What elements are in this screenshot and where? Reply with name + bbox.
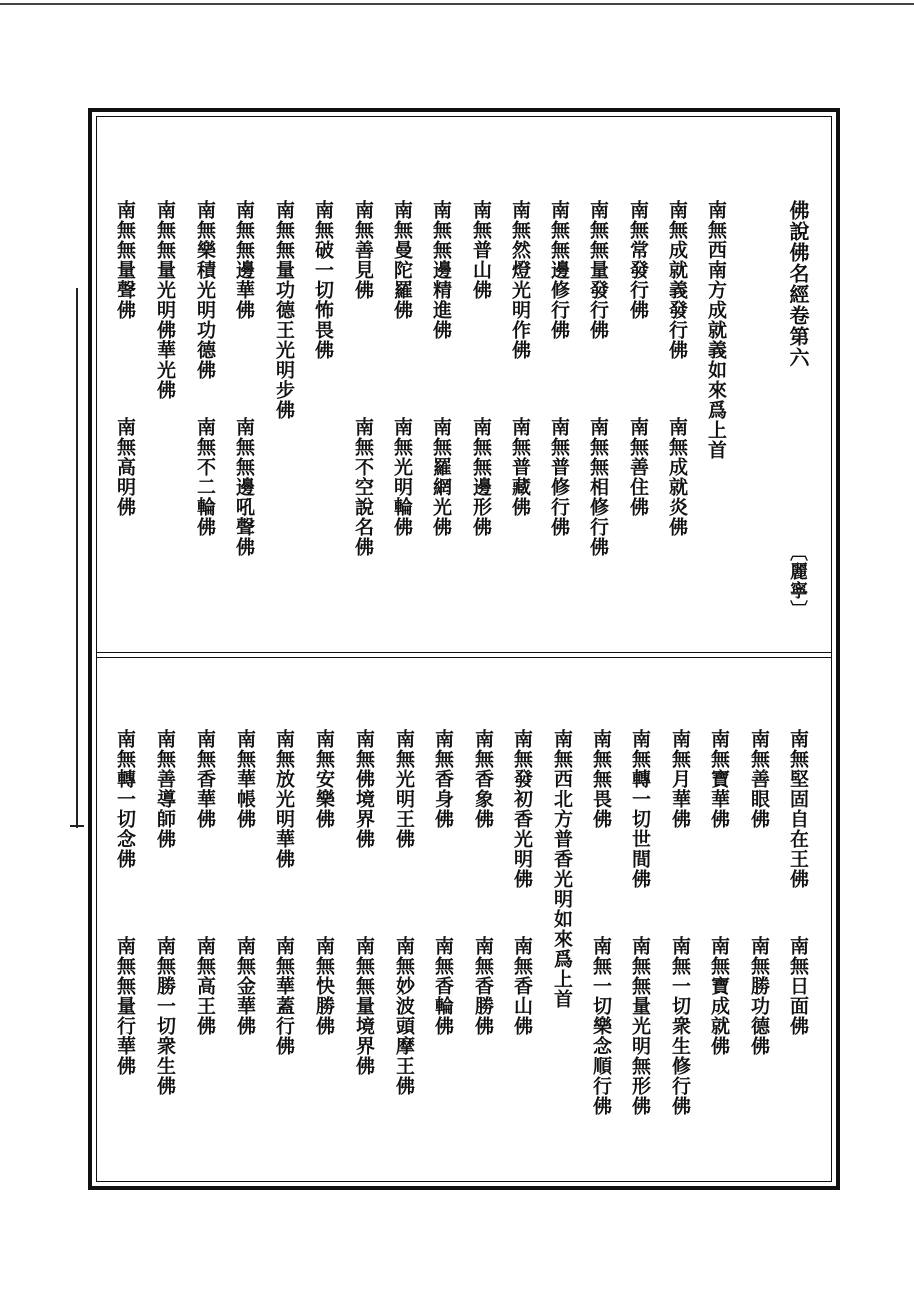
lower-column-13-entry-1: 南無安樂佛: [313, 729, 335, 829]
upper-column-12-entry-1: 南無無量功德王光明步佛: [273, 200, 295, 420]
upper-column-9-entry-1: 南無曼陀羅佛: [391, 200, 413, 320]
lower-column-8-entry-1: 南無發初香光明佛: [511, 729, 533, 889]
lower-column-9-entry-1: 南無香象佛: [472, 729, 494, 829]
upper-column-5-entry-2: 南無普修行佛: [548, 417, 570, 537]
upper-column-14-entry-2: 南無不二輪佛: [194, 417, 216, 537]
lower-column-6-entry-2: 南無一切樂念順行佛: [590, 936, 612, 1116]
upper-column-1-entry-1: 南無西南方成就義如來爲上首: [705, 200, 727, 460]
upper-column-10-entry-1: 南無善見佛: [352, 200, 374, 300]
edition-mark: 〔麗寧〕: [787, 543, 808, 619]
lower-column-8-entry-2: 南無香山佛: [511, 936, 533, 1036]
lower-column-3-entry-1: 南無寶華佛: [708, 729, 730, 829]
upper-column-10-entry-2: 南無不空說名佛: [352, 417, 374, 557]
lower-column-16-entry-2: 南無高王佛: [194, 936, 216, 1036]
upper-column-3-entry-2: 南無善住佛: [627, 417, 649, 517]
lower-column-15-entry-2: 南無金華佛: [234, 936, 256, 1036]
upper-column-6-entry-1: 南無然燈光明作佛: [509, 200, 531, 360]
sutra-title: 佛說佛名經卷第六: [786, 200, 810, 368]
lower-column-18-entry-1: 南無轉一切念佛: [114, 729, 136, 869]
lower-column-15-entry-1: 南無華帳佛: [234, 729, 256, 829]
lower-column-5-entry-1: 南無轉一切世間佛: [629, 729, 651, 889]
lower-column-4-entry-1: 南無月華佛: [669, 729, 691, 829]
lower-column-11-entry-1: 南無光明王佛: [393, 729, 415, 849]
upper-column-16-entry-1: 南無無量聲佛: [114, 200, 136, 320]
upper-column-4-entry-1: 南無無量發行佛: [587, 200, 609, 340]
binding-margin-line: [76, 288, 78, 828]
folio-divider-second: [96, 657, 832, 658]
folio-divider: [96, 652, 832, 653]
lower-column-11-entry-2: 南無妙波頭摩王佛: [393, 936, 415, 1096]
lower-column-2-entry-1: 南無善眼佛: [748, 729, 770, 829]
lower-column-10-entry-2: 南無香輪佛: [432, 936, 454, 1036]
lower-column-14-entry-1: 南無放光明華佛: [273, 729, 295, 869]
lower-column-1-entry-2: 南無日面佛: [787, 936, 809, 1036]
lower-column-12-entry-1: 南無佛境界佛: [353, 729, 375, 849]
lower-column-14-entry-2: 南無華蓋行佛: [273, 936, 295, 1056]
lower-column-18-entry-2: 南無無量行華佛: [114, 936, 136, 1076]
upper-column-7-entry-2: 南無無邊形佛: [470, 417, 492, 537]
lower-column-4-entry-2: 南無一切衆生修行佛: [669, 936, 691, 1116]
upper-column-8-entry-2: 南無羅網光佛: [430, 417, 452, 537]
lower-column-1-entry-1: 南無堅固自在王佛: [787, 729, 809, 889]
upper-column-8-entry-1: 南無無邊精進佛: [430, 200, 452, 340]
upper-column-3-entry-1: 南無常發行佛: [627, 200, 649, 320]
upper-column-14-entry-1: 南無樂積光明功德佛: [194, 200, 216, 380]
lower-column-2-entry-2: 南無勝功德佛: [748, 936, 770, 1056]
upper-column-15-entry-1: 南無無量光明佛華光佛: [154, 200, 176, 400]
lower-column-17-entry-2: 南無勝一切衆生佛: [154, 936, 176, 1096]
upper-column-13-entry-2: 南無無邊吼聲佛: [233, 417, 255, 557]
lower-column-6-entry-1: 南無無畏佛: [590, 729, 612, 829]
scan-top-edge: [0, 3, 914, 5]
upper-column-9-entry-2: 南無光明輪佛: [391, 417, 413, 537]
lower-column-10-entry-1: 南無香身佛: [432, 729, 454, 829]
upper-column-7-entry-1: 南無普山佛: [470, 200, 492, 300]
lower-column-13-entry-2: 南無快勝佛: [313, 936, 335, 1036]
upper-column-16-entry-2: 南無高明佛: [114, 417, 136, 517]
upper-column-6-entry-2: 南無普藏佛: [509, 417, 531, 517]
upper-column-4-entry-2: 南無無相修行佛: [587, 417, 609, 557]
lower-column-9-entry-2: 南無香勝佛: [472, 936, 494, 1036]
lower-column-3-entry-2: 南無寶成就佛: [708, 936, 730, 1056]
lower-column-5-entry-2: 南無無量光明無形佛: [629, 936, 651, 1116]
upper-column-2-entry-1: 南無成就義發行佛: [666, 200, 688, 360]
lower-column-17-entry-1: 南無善導師佛: [154, 729, 176, 849]
binding-margin-tick: [70, 825, 84, 827]
upper-column-2-entry-2: 南無成就炎佛: [666, 417, 688, 537]
upper-column-13-entry-1: 南無無邊華佛: [233, 200, 255, 320]
lower-column-12-entry-2: 南無無量境界佛: [353, 936, 375, 1076]
upper-column-11-entry-1: 南無破一切怖畏佛: [312, 200, 334, 360]
upper-column-5-entry-1: 南無無邊修行佛: [548, 200, 570, 340]
lower-column-7-entry-1: 南無西北方普香光明如來爲上首: [551, 729, 573, 1009]
lower-column-16-entry-1: 南無香華佛: [194, 729, 216, 829]
